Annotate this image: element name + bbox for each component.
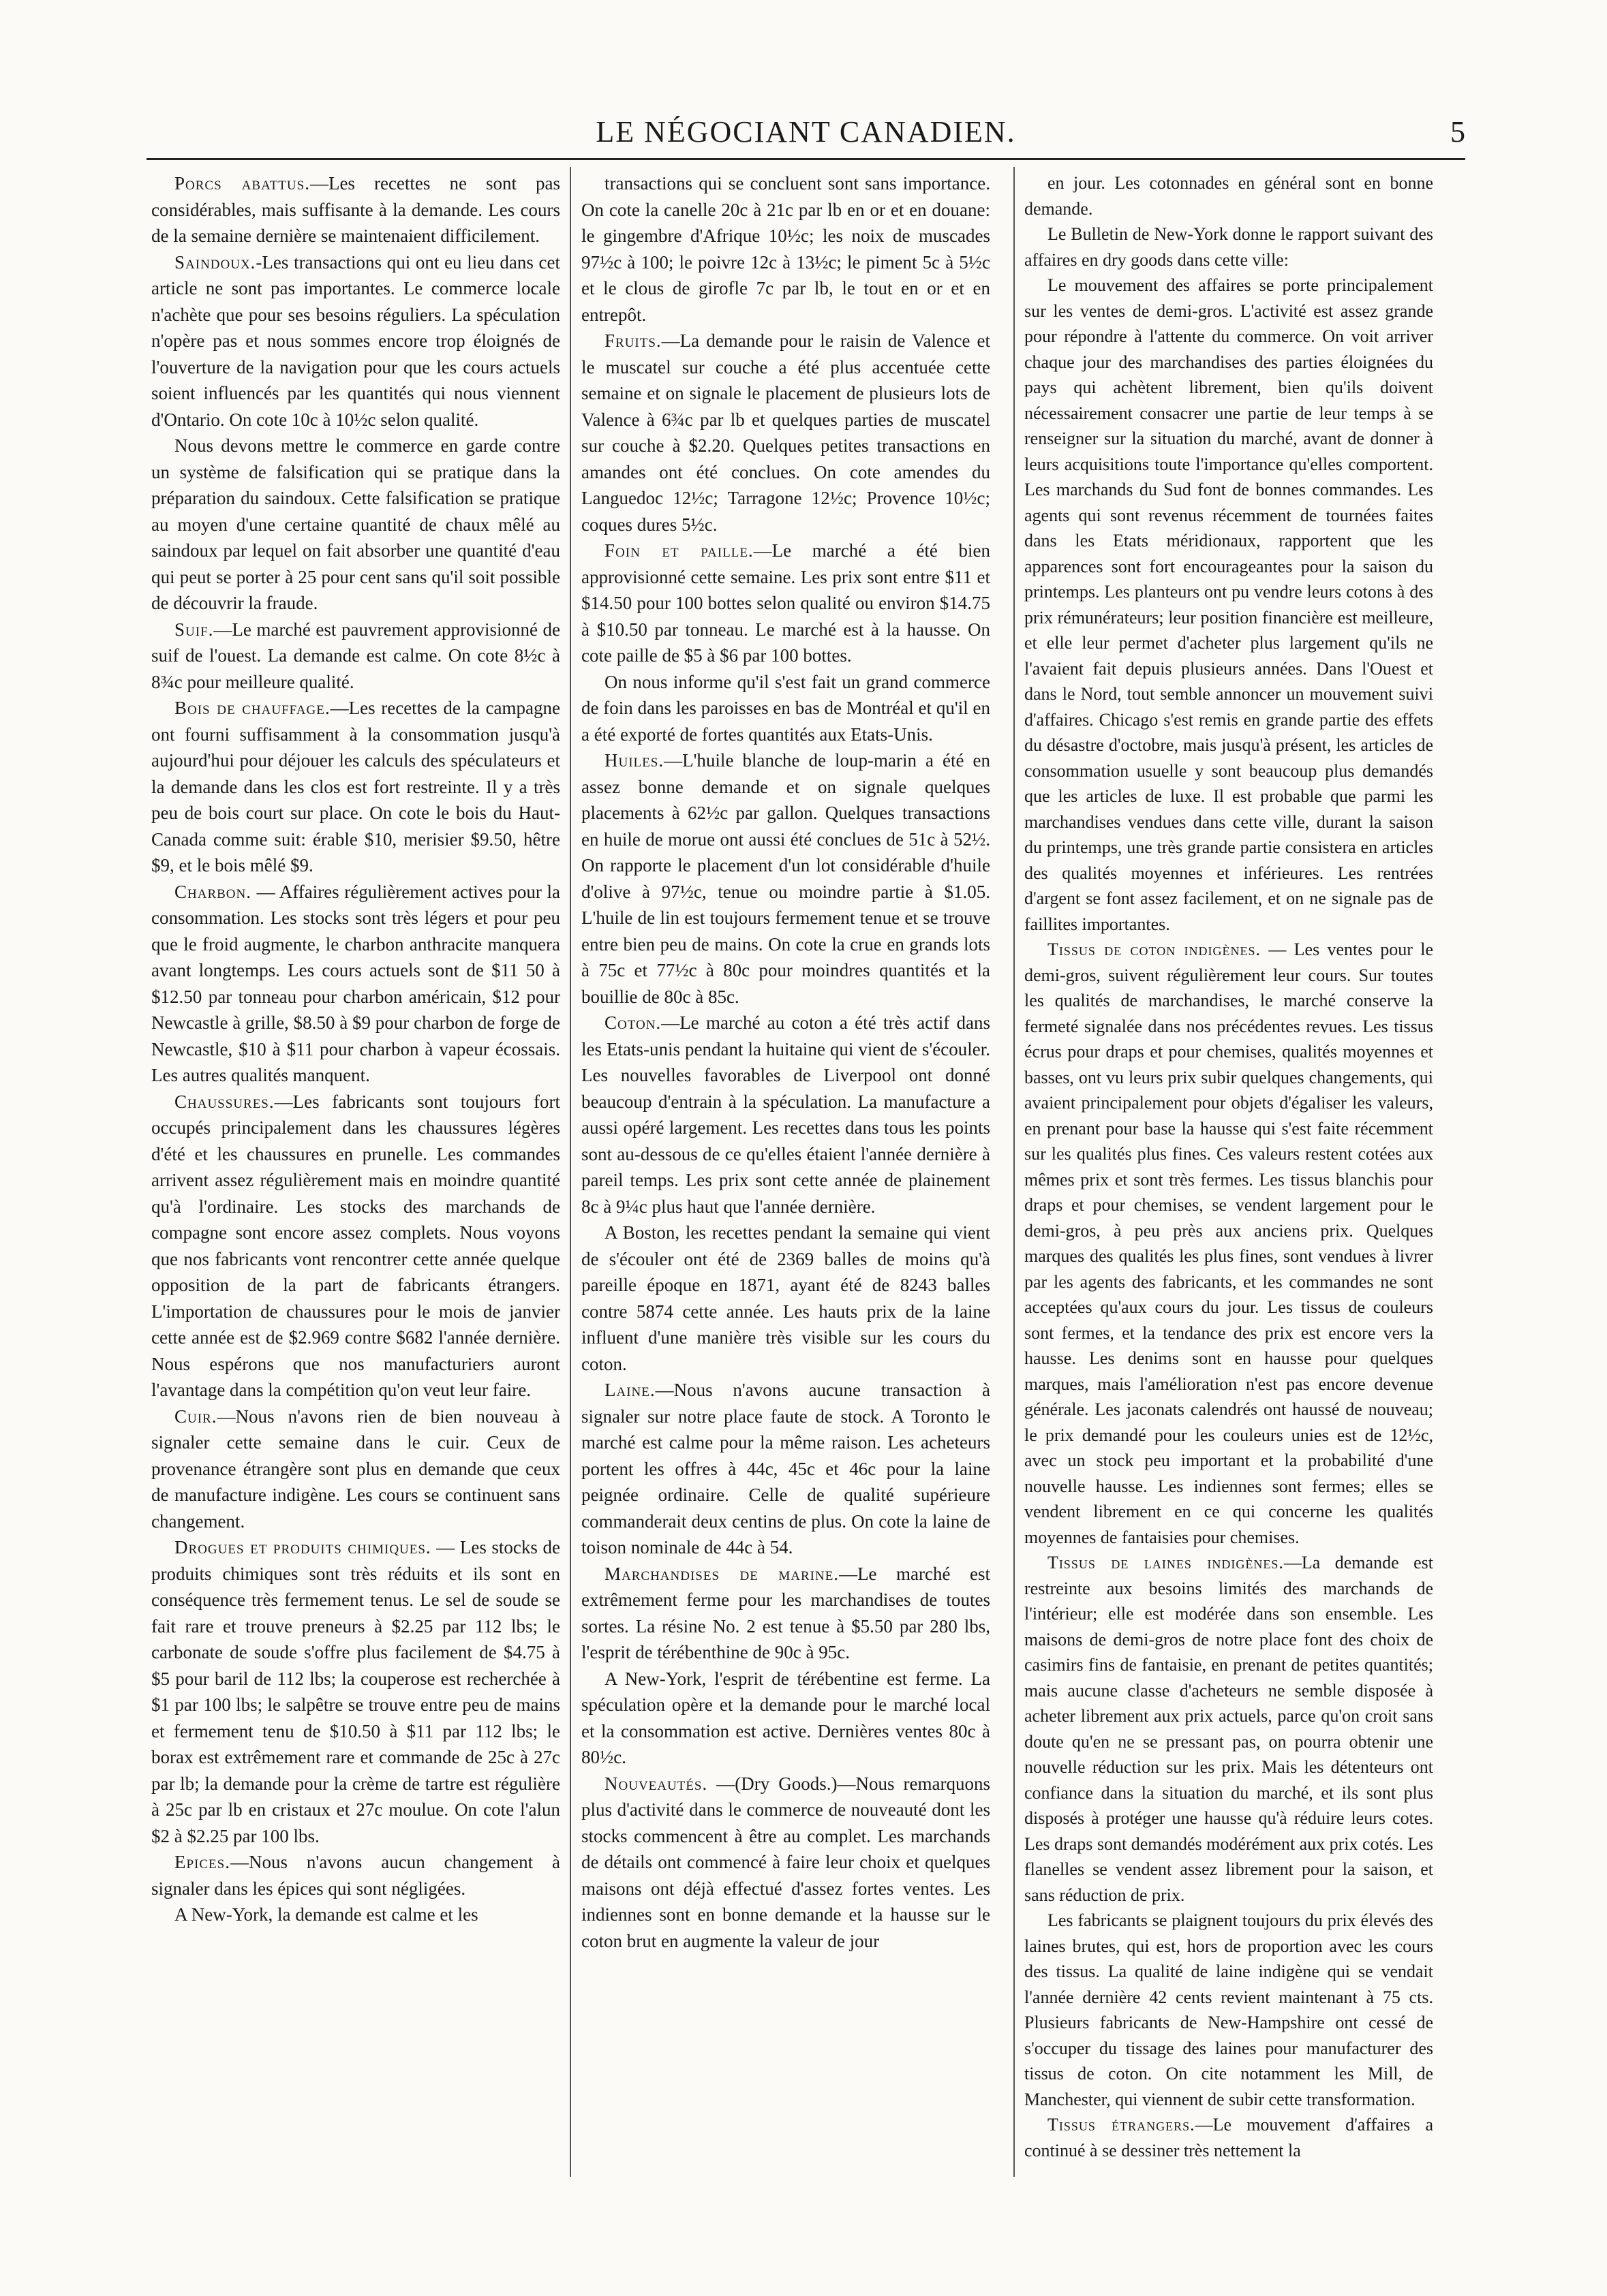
article-paragraph	[581, 1377, 990, 1561]
paragraph-text: —(Dry Goods.)—Nous remarquons plus d'activité dans le commerce de nouveauté dont les stocks commencent à être au complet. Les marchands de détails ont commencé à faire leur choix et quelques maisons ont déjà effectué d'assez fortes ventes. Les indiennes sont en bonne demande et la hausse sur le coton brut en augmente la valeur de jour	[581, 1773, 990, 1951]
paragraph-text: —Nous n'avons rien de bien nouveau à signaler cette semaine dans le cuir. Ceux de provenance étrangère sont plus en demande que ceux de manufacture indigène. Les cours se continuent sans changement.	[151, 1406, 560, 1532]
section-heading: Bois de chauffage.	[174, 698, 331, 718]
article-paragraph	[1024, 1550, 1433, 1908]
article-paragraph	[151, 1403, 560, 1535]
article-paragraph	[151, 617, 560, 696]
paragraph-text: —La demande est restreinte aux besoins limités des marchands de l'intérieur; elle est modérée dans son ensemble. Les maisons de demi-gros de notre place font des choix de casimirs fins de fantaisie, en prenant de petites quantités; mais aucune classe d'acheteurs ne semble disposée à acheter librement aux prix actuels, parce qu'on croit sans doute qu'en ne se pressant pas, on pourra obtenir une nouvelle réduction sur les prix. Mais les détenteurs ont confiance dans la situation du marché, et ils sont plus disposés à protéger une hausse qu'à réduire leurs cotes. Les draps sont demandés modérément aux prix cotés. Les flanelles se vendent assez librement pour la saison, et sans réduction de prix.	[1024, 1553, 1433, 1905]
paragraph-text: On nous informe qu'il s'est fait un grand commerce de foin dans les paroisses en bas de Montréal et qu'il en a été exporté de fortes quantités aux Etats-Unis.	[581, 671, 990, 745]
article-paragraph	[1024, 937, 1433, 1550]
paragraph-text: A Boston, les recettes pendant la semaine qui vient de s'écouler ont été de 2369 balles de moins qu'à pareille époque en 1871, ayant été de 8243 balles contre 5874 cette année. Les hauts prix de la laine influent d'une manière très visible sur les cours du coton.	[581, 1222, 990, 1374]
paragraph-text: —La demande pour le raisin de Valence et le muscatel sur couche a été plus accentuée cette semaine et on signale le placement de plusieurs lots de Valence à 6¾c par lb et quelques parties de muscatel sur couche à $2.20. Quelques petites transactions en amandes ont été conclues. On cote amendes du Languedoc 12½c; Tarragone 12½c; Provence 10½c; coques dures 5½c.	[581, 330, 990, 535]
section-heading: Coton.	[604, 1012, 662, 1033]
article-paragraph	[581, 538, 990, 669]
section-heading: Marchandises de marine.	[604, 1563, 840, 1584]
article-paragraph	[151, 1902, 560, 1928]
section-heading: Tissus étrangers.	[1047, 2115, 1195, 2135]
masthead	[147, 114, 1465, 155]
article-paragraph	[151, 170, 560, 249]
section-heading: Charbon.	[174, 881, 251, 902]
article-paragraph	[581, 1220, 990, 1377]
section-heading: Laine.	[604, 1380, 656, 1400]
article-paragraph	[151, 879, 560, 1089]
section-heading: Tissus de coton indigènes.	[1047, 940, 1261, 959]
article-paragraph	[151, 433, 560, 617]
section-heading: Tissus de laines indigènes.	[1047, 1553, 1284, 1572]
article-paragraph	[581, 1561, 990, 1666]
article-paragraph	[151, 1089, 560, 1403]
article-paragraph	[151, 1849, 560, 1902]
article-paragraph	[581, 328, 990, 538]
paragraph-text: —Le marché au coton a été très actif dans les Etats-unis pendant la huitaine qui vient de s'écouler. Les nouvelles favorables de Liverpool ont donné beaucoup d'entrain à la spéculation. La manufacture a aussi opéré largement. Les recettes dans tous les points sont au-dessous de ce qu'elles étaient l'année dernière à pareil temps. Les prix sont cette année de plainement 8c à 9¼c plus haut que l'année dernière.	[581, 1012, 990, 1217]
text-column-3	[1024, 170, 1433, 2177]
section-heading: Saindoux.	[174, 251, 256, 273]
paragraph-text: —Le marché est extrêmement ferme pour les marchandises de toutes sortes. La résine No. 2 est tenue à $5.50 par 280 lbs, l'esprit de térébenthine de 90c à 95c.	[581, 1563, 990, 1662]
column-divider	[1013, 167, 1015, 2177]
article-paragraph	[581, 170, 990, 328]
page-number: 5	[1450, 115, 1465, 149]
section-heading: Epices.	[174, 1852, 230, 1872]
paragraph-text: —Les recettes de la campagne ont fourni suffisamment à la consommation jusqu'à aujourd'hui pour déjouer les calculs des spéculateurs et la demande dans les clos est fort restreinte. Il y a très peu de bois court sur place. On cote le bois du Haut-Canada comme suit: érable $10, merisier $9.50, hêtre $9, et le bois mêlé $9.	[151, 698, 560, 875]
paragraph-text: —Le mouvement d'affaires a continué à se dessiner très nettement la	[1024, 2115, 1433, 2160]
section-heading: Chaussures.	[174, 1091, 275, 1112]
article-paragraph	[581, 1010, 990, 1220]
paragraph-text: —Le marché a été bien approvisionné cette semaine. Les prix sont entre $11 et $14.50 pour 100 bottes selon qualité ou environ $14.75 à $10.50 par tonneau. Le marché est à la hausse. On cote paille de $5 à $6 par 100 bottes.	[581, 540, 990, 666]
paragraph-text: — Les ventes pour le demi-gros, suivent régulièrement leur cours. Sur toutes les qualités de marchandises, le marché conserve la fermeté signalée dans nos précédentes revues. Les tissus écrus pour draps et pour chemises, qualités moyennes et basses, ont vu leurs prix subir quelques changements, qui avaient principalement pour objets d'égaliser les valeurs, en prenant pour base la hausse qui s'est faite récemment sur les qualités plus fines. Ces valeurs restent cotées aux mêmes prix et sont très fermes. Les tissus blanchis pour draps et pour chemises, se vendent largement pour le demi-gros, à peu près aux anciens prix. Quelques marques des qualités les plus fines, sont vendues à livrer par les agents des fabricants, et les commandes ne sont acceptées qu'aux cours du jour. Les tissus de couleurs sont fermes, et la tendance des prix est encore vers la hausse. Les denims sont en hausse pour quelques marques, mais l'amélioration n'est pas encore devenue générale. Les jaconats calendrés ont haussé de nouveau; le prix demandé pour les couleurs unies est de 12½c, avec un stock peu important et la probabilité d'une nouvelle hausse. Les indiennes sont fermes; elles se vendent librement en ce qui concerne les qualités moyennes de fantaisies pour chemises.	[1024, 940, 1433, 1547]
paragraph-text: Les fabricants se plaignent toujours du prix élevés des laines brutes, qui est, hors de proportion avec les cours des tissus. La qualité de laine indigène qui se vendait l'année dernière 42 cents revient maintenant à 75 cts. Plusieurs fabricants de New-Hampshire ont cessé de s'occuper du tissage des laines pour manufacturer des tissus de coton. On cite notamment les Mill, de Manchester, qui viennent de subir cette transformation.	[1024, 1910, 1433, 2109]
paragraph-text: en jour. Les cotonnades en général sont en bonne demande.	[1024, 173, 1433, 219]
paragraph-text: —Le marché est pauvrement approvisionné de suif de l'ouest. La demande est calme. On cote 8½c à 8¾c pour meilleure qualité.	[151, 619, 560, 692]
paragraph-text: —Nous n'avons aucune transaction à signaler sur notre place faute de stock. A Toronto le marché est calme pour la même raison. Les acheteurs portent les offres à 44c, 45c et 46c pour la laine peignée ordinaire. Celle de qualité supérieure commanderait deux centins de plus. On cote la laine de toison nominale de 44c à 54.	[581, 1380, 990, 1557]
paragraph-text: Le mouvement des affaires se porte principalement sur les ventes de demi-gros. L'activité est assez grande pour répondre à l'attente du commerce. On voit arriver chaque jour des marchandises des parties éloignées du pays qui achètent librement, bien qu'ils doivent nécessairement consacrer une partie de leur temps à se renseigner sur la situation du marché, avant de donner à leurs acquisitions toute l'importance qu'elles comportent. Les marchands du Sud font de bonnes commandes. Les agents qui sont revenus récemment de tournées faites dans les Etats méridionaux, rapportent que les apparences sont fort encourageantes pour la saison du printemps. Les planteurs ont pu vendre leurs cotons à des prix rémunérateurs; leur position financière est meilleure, et elle leur permet d'acheter plus largement qu'ils ne l'avaient fait depuis plusieurs années. Dans l'Ouest et dans le Nord, tout semble annoncer un mouvement suivi d'affaires. Chicago s'est remis en grande partie des effets du désastre d'octobre, mais jusqu'à présent, les articles de consommation usuelle y sont beaucoup plus demandés que les articles de luxe. Il est probable que parmi les marchandises vendues dans cette ville, durant la saison du printemps, une très grande partie consistera en articles des qualités moyennes et inférieures. Les rentrées d'argent se font assez facilement, et on ne signale pas de faillites importantes.	[1024, 275, 1433, 934]
section-heading: Foin et paille.	[604, 540, 754, 561]
article-paragraph	[581, 747, 990, 1010]
section-heading: Fruits.	[604, 330, 662, 351]
section-heading: Suif.	[174, 619, 214, 640]
section-heading: Huiles.	[604, 750, 664, 771]
article-paragraph	[581, 1771, 990, 1955]
paragraph-text: — Les stocks de produits chimiques sont très réduits et ils sont en conséquence très fermement tenus. Le sel de soude se fait rare et trouve preneurs à $2.25 par 112 lbs; le carbonate de soude s'offre plus facilement de $4.75 à $5 pour baril de 112 lbs; la couperose est recherchée à $1 par 100 lbs; le salpêtre se trouve entre peu de mains et fermement tenu de $10.50 à $11 par 112 lbs; le borax est extrêmement rare et commande de 25c à 27c par lb; la demande pour la crème de tartre est régulière à 25c par lb en cristaux et 27c moulue. On cote l'alun $2 à $2.25 par 100 lbs.	[151, 1537, 560, 1846]
article-paragraph	[151, 1534, 560, 1849]
paragraph-text: transactions qui se concluent sont sans importance. On cote la canelle 20c à 21c par lb en or et en douane: le gingembre d'Afrique 10½c; les noix de muscades 97½c à 100; le poivre 12c à 13½c; le piment 5c à 5½c et le clous de girofle 7c par lb, le tout en or et en entrepôt.	[581, 173, 990, 325]
section-heading: Cuir.	[174, 1406, 217, 1427]
header-rule	[147, 158, 1465, 160]
article-paragraph	[1024, 170, 1433, 221]
text-column-1	[151, 170, 560, 2177]
paragraph-text: A New-York, la demande est calme et les	[174, 1904, 478, 1925]
paragraph-text: Nous devons mettre le commerce en garde contre un système de falsification qui se pratique dans la préparation du saindoux. Cette falsification se pratique au moyen d'une certaine quantité de chaux mêlé au saindoux par lequel on fait absorber une quantité d'eau qui peut se porter à 25 pour cent sans qu'il soit possible de découvrir la fraude.	[151, 435, 560, 613]
paragraph-text: —Les recettes ne sont pas considérables, mais suffisante à la demande. Les cours de la semaine dernière se maintenaient difficilement.	[151, 173, 560, 246]
paragraph-text: Le Bulletin de New-York donne le rapport suivant des affaires en dry goods dans cette ville:	[1024, 224, 1433, 270]
article-paragraph	[581, 669, 990, 748]
paragraph-text: —Les fabricants sont toujours fort occupés principalement dans les chaussures légères d'été et les chaussures en prunelle. Les commandes arrivent assez régulièrement mais en moindre quantité qu'à l'ordinaire. Les stocks des marchands de compagne sont encore assez complets. Nous voyons que nos fabricants vont rencontrer cette année quelque opposition de la part de fabricants étrangers. L'importation de chaussures pour le mois de janvier cette année est de $2.969 contre $682 l'année dernière. Nous espérons que nos manufacturiers auront l'avantage dans la compétition qu'on veut leur faire.	[151, 1091, 560, 1400]
article-paragraph	[1024, 273, 1433, 937]
paragraph-text: -Les transactions qui ont eu lieu dans cet article ne sont pas importantes. Le commerce locale n'achète que pour ses besoins réguliers. La spéculation n'opère pas et nous sommes encore trop éloignés de l'ouverture de la navigation pour que les cours actuels soient influencés par les quantités qui nous viennent d'Ontario. On cote 10c à 10½c selon qualité.	[151, 251, 560, 430]
article-paragraph	[1024, 1908, 1433, 2112]
paragraph-text: —Nous n'avons aucun changement à signaler dans les épices qui sont négligées.	[151, 1852, 560, 1899]
paragraph-text: — Affaires régulièrement actives pour la consommation. Les stocks sont très légers et pour peu que le froid augmente, le charbon anthracite manquera avant longtemps. Les cours actuels sont de $11 50 à $12.50 par tonneau pour charbon américain, $12 pour Newcastle à grille, $8.50 à $9 pour charbon de forge de Newcastle, $10 à $11 pour charbon à vapeur écossais. Les autres qualités manquent.	[151, 881, 560, 1085]
paragraph-text: A New-York, l'esprit de térébentine est ferme. La spéculation opère et la demande pour le marché local et la consommation est active. Dernières ventes 80c à 80½c.	[581, 1668, 990, 1767]
article-paragraph	[581, 1666, 990, 1771]
article-paragraph	[1024, 2112, 1433, 2163]
section-heading: Drogues et produits chimiques.	[174, 1537, 431, 1557]
article-paragraph	[151, 695, 560, 879]
paragraph-text: —L'huile blanche de loup-marin a été en assez bonne demande et on signale quelques placements à 62½c par gallon. Quelques transactions en huile de morue ont aussi été conclues de 51c à 52½. On rapporte le placement d'un lot considérable d'huile d'olive à 97½c, tenue ou moindre partie à $1.05. L'huile de lin est toujours fermement tenue et se trouve entre bien peu de mains. On cote la crue en grands lots à 75c et 77½c à 80c pour moindres quantités et la bouillie de 80c à 85c.	[581, 750, 990, 1007]
text-column-2	[581, 170, 990, 2177]
section-heading: Nouveautés.	[604, 1773, 708, 1794]
column-divider	[570, 167, 571, 2177]
article-paragraph	[151, 249, 560, 433]
newspaper-title: LE NÉGOCIANT CANADIEN.	[596, 115, 1016, 149]
article-paragraph	[1024, 221, 1433, 273]
section-heading: Porcs abattus.	[174, 173, 310, 193]
